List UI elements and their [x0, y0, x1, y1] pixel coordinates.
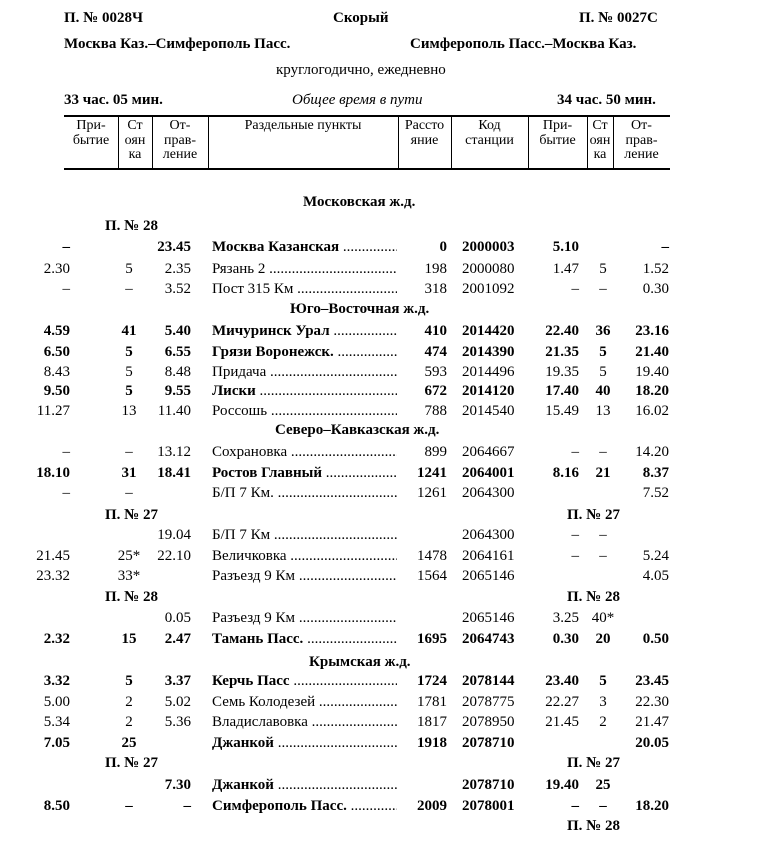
- timetable-row: [0, 671, 761, 691]
- timetable-row: [0, 237, 761, 257]
- timetable-row: [0, 566, 761, 586]
- departure-left: 7.30: [164, 777, 191, 793]
- arrival-right: –: [571, 444, 579, 460]
- station-name: Пост 315 Км .....: [212, 279, 397, 299]
- stop-right: –: [599, 281, 607, 297]
- station-code: 2078710: [462, 777, 515, 793]
- train-mark: П. № 27: [567, 755, 620, 771]
- stop-left: 25: [121, 735, 137, 751]
- station-name: Москва Казанская .....: [212, 237, 397, 257]
- timetable-row: [0, 259, 761, 279]
- timetable-row: [0, 279, 761, 299]
- departure-right: 14.20: [635, 444, 669, 460]
- timetable-row: [0, 712, 761, 732]
- arrival-right: –: [571, 548, 579, 564]
- stop-left: 13: [121, 403, 137, 419]
- stop-left: 2: [125, 694, 133, 710]
- station-name: Рязань 2 .....: [212, 259, 397, 279]
- distance: 410: [424, 323, 447, 339]
- stop-left: 5: [125, 673, 133, 689]
- departure-right: 0.30: [642, 281, 669, 297]
- stop-right: 5: [599, 673, 607, 689]
- station-name: Б/П 7 Км .....: [212, 525, 397, 545]
- departure-left: 2.47: [164, 631, 191, 647]
- departure-left: 5.40: [164, 323, 191, 339]
- station-name: Джанкой .....: [212, 733, 397, 753]
- railway-section-title: Юго–Восточная ж.д.: [290, 301, 430, 317]
- stop-right: 40: [595, 383, 611, 399]
- station-code: 2078710: [462, 735, 515, 751]
- timetable-row: [0, 321, 761, 341]
- stop-right: 5: [599, 261, 607, 277]
- distance: 1478: [417, 548, 447, 564]
- stop-left: –: [125, 281, 133, 297]
- departure-right: 18.20: [635, 383, 669, 399]
- departure-right: 21.47: [635, 714, 669, 730]
- col-header-arrival-left: При- бытие: [72, 118, 110, 148]
- col-header-arrival-right: При- бытие: [539, 118, 576, 148]
- station-code: 2000080: [462, 261, 515, 277]
- departure-right: 23.16: [635, 323, 669, 339]
- departure-right: 18.20: [635, 798, 669, 814]
- distance: 1261: [417, 485, 447, 501]
- departure-right: 21.40: [635, 344, 669, 360]
- stop-left: 15: [121, 631, 137, 647]
- departure-right: 20.05: [635, 735, 669, 751]
- col-header-code: Код станции: [465, 118, 514, 148]
- departure-right: 23.45: [635, 673, 669, 689]
- distance: 1918: [417, 735, 447, 751]
- station-code: 2014540: [462, 403, 515, 419]
- station-code: 2064161: [462, 548, 515, 564]
- header-bottom-rule: [64, 168, 670, 170]
- station-name: Ростов Главный .....: [212, 463, 397, 483]
- arrival-right: 17.40: [545, 383, 579, 399]
- arrival-left: 23.32: [36, 568, 70, 584]
- departure-left: 5.02: [164, 694, 191, 710]
- stop-left: 33*: [117, 568, 141, 584]
- arrival-right: 8.16: [552, 465, 579, 481]
- col-header-departure-left: От- прав- ление: [162, 118, 198, 162]
- schedule-note: круглогодично, ежедневно: [276, 62, 446, 78]
- travel-time-label: Общее время в пути: [292, 92, 423, 108]
- distance: 1241: [417, 465, 447, 481]
- timetable-row: [0, 342, 761, 362]
- departure-left: 18.41: [157, 465, 191, 481]
- station-name: Разъезд 9 Км .....: [212, 608, 397, 628]
- distance: 0: [439, 239, 447, 255]
- arrival-left: 18.10: [36, 465, 70, 481]
- train-mark: П. № 27: [567, 507, 620, 523]
- arrival-left: –: [62, 444, 70, 460]
- departure-left: 6.55: [164, 344, 191, 360]
- departure-right: 5.24: [642, 548, 669, 564]
- station-name: Керчь Пасс .....: [212, 671, 397, 691]
- distance: 198: [424, 261, 447, 277]
- stop-left: 2: [125, 714, 133, 730]
- arrival-right: 19.40: [545, 777, 579, 793]
- station-name: Россошь .....: [212, 401, 397, 421]
- arrival-left: 6.50: [43, 344, 70, 360]
- timetable-row: [0, 608, 761, 628]
- distance: 1781: [417, 694, 447, 710]
- stop-right: –: [599, 798, 607, 814]
- stop-left: –: [125, 798, 133, 814]
- timetable-row: [0, 483, 761, 503]
- stop-left: 5: [125, 261, 133, 277]
- stop-left: 5: [125, 383, 133, 399]
- route-right: Симферополь Пасс.–Москва Каз.: [410, 36, 637, 52]
- arrival-right: 1.47: [552, 261, 579, 277]
- route-left: Москва Каз.–Симферополь Пасс.: [64, 36, 291, 52]
- arrival-left: 5.34: [43, 714, 70, 730]
- timetable-row: [0, 525, 761, 545]
- distance: 1564: [417, 568, 447, 584]
- distance: 672: [424, 383, 447, 399]
- arrival-left: 3.32: [43, 673, 70, 689]
- station-name: Джанкой .....: [212, 775, 397, 795]
- departure-left: 23.45: [157, 239, 191, 255]
- station-name: Мичуринск Урал .....: [212, 321, 397, 341]
- stop-right: 36: [595, 323, 611, 339]
- stop-right: –: [599, 444, 607, 460]
- stop-left: 31: [121, 465, 137, 481]
- arrival-left: –: [62, 239, 70, 255]
- arrival-left: 11.27: [36, 403, 70, 419]
- station-code: 2064667: [462, 444, 515, 460]
- departure-left: 2.35: [164, 261, 191, 277]
- timetable-row: [0, 401, 761, 421]
- departure-left: 3.52: [164, 281, 191, 297]
- train-mark: П. № 28: [567, 589, 620, 605]
- station-code: 2064300: [462, 485, 515, 501]
- timetable-row: [0, 692, 761, 712]
- stop-right: 25: [595, 777, 611, 793]
- stop-left: 5: [125, 344, 133, 360]
- station-code: 2078775: [462, 694, 515, 710]
- distance: 2009: [417, 798, 447, 814]
- arrival-left: 7.05: [43, 735, 70, 751]
- station-name: Величковка .....: [212, 546, 397, 566]
- departure-left: 19.04: [157, 527, 191, 543]
- departure-right: 19.40: [635, 364, 669, 380]
- arrival-right: –: [571, 527, 579, 543]
- train-number-left: П. № 0028Ч: [64, 10, 143, 26]
- arrival-right: 21.45: [545, 714, 579, 730]
- arrival-right: 19.35: [545, 364, 579, 380]
- col-header-departure-right: От- прав- ление: [624, 118, 659, 162]
- railway-section-title: Северо–Кавказская ж.д.: [275, 422, 440, 438]
- header-top-rule: [64, 115, 670, 117]
- train-number-right: П. № 0027С: [579, 10, 658, 26]
- stop-right: 3: [599, 694, 607, 710]
- station-name: Симферополь Пасс. .....: [212, 796, 397, 816]
- railway-section-title: Крымская ж.д.: [309, 654, 411, 670]
- station-code: 2064001: [462, 465, 515, 481]
- departure-right: 0.50: [642, 631, 669, 647]
- station-code: 2001092: [462, 281, 515, 297]
- departure-left: 3.37: [164, 673, 191, 689]
- timetable-row: [0, 775, 761, 795]
- arrival-left: –: [62, 485, 70, 501]
- station-code: 2078950: [462, 714, 515, 730]
- train-mark: П. № 28: [567, 818, 620, 834]
- stop-right: 21: [595, 465, 611, 481]
- stop-right: 2: [599, 714, 607, 730]
- arrival-right: 23.40: [545, 673, 579, 689]
- stop-left: 25*: [117, 548, 141, 564]
- arrival-right: 3.25: [552, 610, 579, 626]
- arrival-right: –: [571, 798, 579, 814]
- travel-time-right: 34 час. 50 мин.: [557, 92, 656, 108]
- station-name: Сохрановка .....: [212, 442, 397, 462]
- timetable-row: [0, 546, 761, 566]
- col-header-station: Раздельные пункты: [244, 118, 362, 133]
- station-code: 2064743: [462, 631, 515, 647]
- departure-left: 22.10: [157, 548, 191, 564]
- arrival-left: 9.50: [43, 383, 70, 399]
- arrival-left: 4.59: [43, 323, 70, 339]
- arrival-right: 22.27: [545, 694, 579, 710]
- station-code: 2078144: [462, 673, 515, 689]
- departure-left: –: [183, 798, 191, 814]
- train-type: Скорый: [333, 10, 389, 26]
- train-mark: П. № 28: [105, 218, 158, 234]
- distance: 899: [424, 444, 447, 460]
- arrival-left: –: [62, 281, 70, 297]
- stop-right: 40*: [591, 610, 615, 626]
- station-code: 2078001: [462, 798, 515, 814]
- departure-left: 9.55: [164, 383, 191, 399]
- departure-left: 11.40: [157, 403, 191, 419]
- timetable-row: [0, 362, 761, 382]
- station-name: Разъезд 9 Км .....: [212, 566, 397, 586]
- stop-left: 41: [121, 323, 137, 339]
- station-name: Лиски .....: [212, 381, 397, 401]
- distance: 788: [424, 403, 447, 419]
- departure-right: 16.02: [635, 403, 669, 419]
- stop-right: –: [599, 527, 607, 543]
- arrival-left: 2.32: [43, 631, 70, 647]
- station-code: 2014420: [462, 323, 515, 339]
- train-mark: П. № 27: [105, 507, 158, 523]
- stop-right: –: [599, 548, 607, 564]
- railway-section-title: Московская ж.д.: [303, 194, 416, 210]
- train-mark: П. № 27: [105, 755, 158, 771]
- arrival-right: 0.30: [552, 631, 579, 647]
- distance: 593: [424, 364, 447, 380]
- arrival-left: 5.00: [43, 694, 70, 710]
- departure-left: 0.05: [164, 610, 191, 626]
- departure-right: 1.52: [642, 261, 669, 277]
- departure-right: 7.52: [642, 485, 669, 501]
- station-name: Б/П 7 Км. .....: [212, 483, 397, 503]
- col-header-stop-left: Ст оян ка: [124, 118, 146, 162]
- departure-left: 5.36: [164, 714, 191, 730]
- station-name: Грязи Воронежск. .....: [212, 342, 397, 362]
- station-name: Тамань Пасс. .....: [212, 629, 397, 649]
- train-mark: П. № 28: [105, 589, 158, 605]
- station-code: 2065146: [462, 610, 515, 626]
- timetable-row: [0, 463, 761, 483]
- station-code: 2014120: [462, 383, 515, 399]
- stop-right: 5: [599, 344, 607, 360]
- timetable-row: [0, 796, 761, 816]
- distance: 1695: [417, 631, 447, 647]
- stop-left: –: [125, 444, 133, 460]
- station-code: 2014390: [462, 344, 515, 360]
- col-header-stop-right: Ст оян ка: [589, 118, 611, 162]
- stop-left: 5: [125, 364, 133, 380]
- arrival-right: 15.49: [545, 403, 579, 419]
- station-code: 2014496: [462, 364, 515, 380]
- distance: 474: [424, 344, 447, 360]
- stop-right: 13: [595, 403, 611, 419]
- timetable-row: [0, 381, 761, 401]
- col-header-distance: Рассто яние: [404, 118, 445, 148]
- station-code: 2000003: [462, 239, 515, 255]
- station-code: 2064300: [462, 527, 515, 543]
- station-code: 2065146: [462, 568, 515, 584]
- departure-right: 4.05: [642, 568, 669, 584]
- arrival-right: 22.40: [545, 323, 579, 339]
- timetable-row: [0, 442, 761, 462]
- departure-left: 13.12: [157, 444, 191, 460]
- departure-right: 22.30: [635, 694, 669, 710]
- departure-right: –: [661, 239, 669, 255]
- distance: 1817: [417, 714, 447, 730]
- arrival-left: 21.45: [36, 548, 70, 564]
- distance: 318: [424, 281, 447, 297]
- arrival-right: 21.35: [545, 344, 579, 360]
- departure-right: 8.37: [642, 465, 669, 481]
- timetable-row: [0, 733, 761, 753]
- arrival-left: 8.50: [43, 798, 70, 814]
- arrival-right: –: [571, 281, 579, 297]
- travel-time-left: 33 час. 05 мин.: [64, 92, 163, 108]
- departure-left: 8.48: [164, 364, 191, 380]
- arrival-right: 5.10: [552, 239, 579, 255]
- stop-right: 20: [595, 631, 611, 647]
- arrival-left: 8.43: [43, 364, 70, 380]
- station-name: Придача .....: [212, 362, 397, 382]
- stop-right: 5: [599, 364, 607, 380]
- station-name: Семь Колодезей .....: [212, 692, 397, 712]
- station-name: Владиславовка .....: [212, 712, 397, 732]
- stop-left: –: [125, 485, 133, 501]
- timetable-row: [0, 629, 761, 649]
- arrival-left: 2.30: [43, 261, 70, 277]
- distance: 1724: [417, 673, 447, 689]
